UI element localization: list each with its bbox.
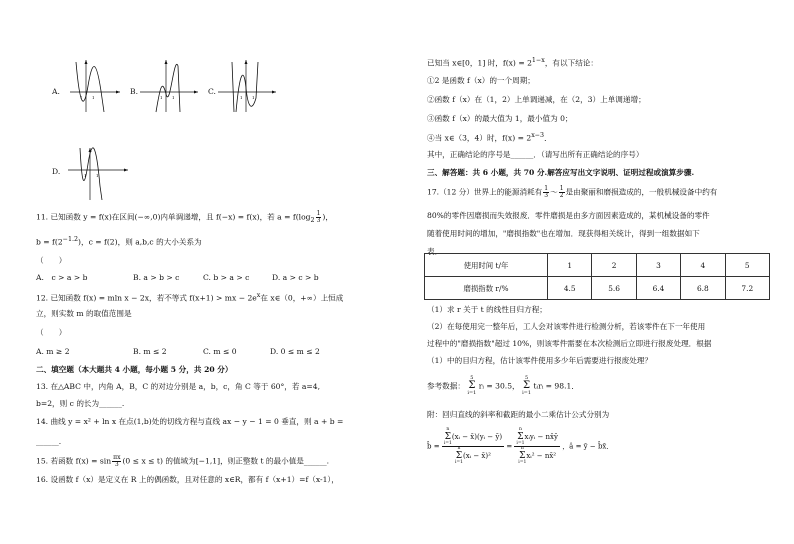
conclusion-3: ③函数 f（x）的最大值为 1，最小值为 0； (427, 114, 573, 123)
table-cell: 7.2 (725, 277, 769, 300)
q17-mid: 是由聚丽和磨损造成的，一般机械设备中约有 (565, 187, 718, 197)
graph-option-c (208, 58, 278, 114)
sigma-2: Σ (523, 380, 531, 391)
graph-b-plot (130, 58, 200, 114)
section-2-heading: 二、填空题（本大题共 4 小题，每小题 5 分，共 20 分） (36, 365, 233, 374)
conclusion-4 (427, 132, 552, 143)
sigma-d1: Σ (455, 450, 463, 461)
q14-line2: ______. (36, 437, 62, 446)
svg-text:1: 1 (96, 173, 99, 178)
q11-b: b = f(2 (36, 237, 63, 247)
r-intro-text: 已知当 x∈[0，1] 时，f(x) = 2 (427, 58, 532, 68)
sigma-d1-top: n (457, 446, 461, 451)
q13-line2: b=2，则 c 的长为______. (36, 399, 125, 408)
q15-line (36, 455, 329, 468)
table-cell: 5 (725, 254, 769, 277)
q15-frac-num: πx (113, 454, 121, 461)
q15-pre: 15. 若函数 f(x) = sin (36, 456, 112, 466)
graph-c-plot (208, 58, 278, 114)
q15-post: (0 ≤ x ≤ t) 的值域为[−1,1]，则正整数 t 的最小值是______. (122, 456, 330, 466)
formula-den2-text: xᵢ² − nx̄² (526, 452, 557, 460)
formula-a-hat: ，â = ȳ − b̂x̄． (562, 442, 614, 451)
graph-label-c: C. (208, 87, 216, 96)
formula-sigma-n1 (444, 428, 452, 446)
formula-sigma-d1 (455, 447, 463, 465)
ref-label: 参考数据： (427, 381, 465, 391)
table-cell: 4.5 (548, 277, 592, 300)
graph-d-plot (52, 146, 132, 202)
q11-option-b: B. a > b > c (133, 273, 180, 282)
q17-f1-num: 1 (544, 185, 549, 192)
q17-fraction-2 (559, 186, 565, 199)
q11-log-base: 2 (310, 217, 315, 225)
q12-line1 (36, 292, 343, 303)
graph-option-d (52, 146, 132, 202)
ref-sum-r: rᵢ = 30.5， (478, 381, 520, 391)
q15-fraction (112, 455, 121, 468)
q17-f2-den: 2 (559, 192, 564, 199)
q15-frac-den: 3 (114, 461, 119, 468)
formula-num-1 (442, 428, 504, 447)
q11-paren: （ ） (36, 256, 67, 265)
svg-text:1: 1 (80, 95, 83, 100)
sigma-d2: Σ (519, 450, 526, 461)
q17-line1 (427, 186, 717, 199)
q12-paren: （ ） (36, 328, 67, 337)
q17-line2: 80%的零件因磨损而失效报废．零件磨损是由多方面因素造成的，某机械设备的零件 (427, 211, 710, 220)
q12-line2: 立，则实数 m 的取值范围是 (36, 309, 132, 318)
q11-line1 (36, 211, 333, 225)
sigma-n1: Σ (444, 431, 452, 442)
formula-num1-text: (xᵢ − x̄)(yᵢ − ȳ) (451, 433, 503, 441)
q17-f1-den: 3 (544, 192, 549, 199)
q17-part-2a: （2）在每使用完一整年后，工人会对该零件进行检测分析，若该零件在下一年使用 (427, 322, 706, 331)
svg-text:1: 1 (84, 173, 87, 178)
formula-den1-text: (xᵢ − x̄)² (463, 452, 491, 460)
sigma-n1-bottom: i=1 (443, 440, 452, 446)
table-cell: 6.8 (681, 277, 725, 300)
q12-option-d: D. 0 ≤ m ≤ 2 (270, 347, 320, 356)
q11-fraction (316, 211, 322, 224)
q12-text: 12. 已知函数 f(x) = mln x − 2x，若不等式 f(x+1) > mx − 2e (36, 293, 257, 303)
q17-pre: 17.（12 分）世界上的能源消耗有 (427, 187, 543, 197)
graph-label-a: A. (52, 87, 60, 96)
formula-num2-text: xᵢyᵢ − nx̄ȳ (524, 433, 558, 441)
table-header-wear: 磨损指数 r/% (425, 277, 548, 300)
q11-text: 11. 已知函数 y = f(x)在区间(−∞,0)内单调递增，且 f(−x) = f(x)，若 a = f(log (36, 212, 311, 222)
graph-option-a (52, 58, 122, 114)
q11-frac-den: 3 (316, 217, 321, 224)
svg-text:1: 1 (160, 95, 163, 100)
table-cell: 6.4 (636, 277, 680, 300)
table-cell: 1 (548, 254, 592, 277)
table-row-time (425, 254, 770, 277)
svg-text:1: 1 (240, 95, 243, 100)
section-3-heading: 三、解答题：共 6 小题，共 70 分.解答应写出文字说明、证明过程或演算步骤. (427, 168, 695, 177)
graph-option-b (130, 58, 200, 114)
svg-text:1: 1 (172, 95, 175, 100)
q11-option-c: C. b > a > c (203, 273, 250, 282)
sigma-d2-top: n (520, 446, 524, 451)
formula-b-hat: b̂ = (427, 442, 440, 451)
graph-label-d: D. (52, 167, 61, 176)
table-cell: 3 (636, 254, 680, 277)
sum-symbol-1 (467, 376, 476, 396)
q13-line1: 13. 在△ABC 中，内角 A，B，C 的对边分别是 a，b，c，角 C 等于 60°，若 a=4, (36, 382, 321, 391)
q12-option-b: B. m ≤ 2 (133, 347, 167, 356)
conclusion-2: ②函数 f（x）在（1，2）上单调递减，在（2，3）上单调递增； (427, 95, 646, 104)
q11-text-end: )， (322, 212, 333, 222)
appendix-line: 附：回归直线的斜率和截距的最小二乘估计公式分别为 (427, 410, 610, 419)
r-intro (427, 57, 598, 68)
reference-data (427, 376, 579, 396)
q17-f2-num: 1 (559, 185, 564, 192)
q17-part-2c: （1）中的目归方程，估计该零件使用多少年后需要进行报废处理？ (427, 356, 653, 365)
q11-rest: )，c = f(2)，则 a,b,c 的大小关系为 (78, 237, 202, 247)
q17-part-1: （1）求 r 关于 t 的线性目归方程； (427, 305, 547, 314)
formula-den-2 (514, 447, 560, 465)
sum-top-2: 5 (524, 375, 529, 381)
conclusion-1: ①2 是函数 f（x）的一个周期； (427, 76, 535, 85)
q11-option-a: A. c > a > b (36, 273, 88, 282)
q17-part-2b: 过程中的"磨损指数"超过 10%，则该零件需要在本次检测后立即进行报废处理．根据 (427, 339, 712, 348)
q17-line3: 随着使用时间的增加，"磨损指数"也在增加．现获得相关统计，得到一组数据如下 (427, 229, 700, 238)
formula-eq: = (506, 442, 513, 451)
formula-sigma-n2 (516, 428, 524, 446)
sigma-d2-bottom: i=1 (518, 459, 527, 465)
ref-sum-tr: tᵢrᵢ = 98.1． (533, 381, 579, 391)
table-cell: 5.6 (592, 277, 636, 300)
sigma-n2-bottom: i=1 (516, 440, 525, 446)
r-intro-exp: 1−x (531, 57, 545, 64)
formula-frac-1 (442, 428, 504, 465)
sum-symbol-2 (522, 376, 531, 396)
conclusion-4-exp: x−3 (531, 132, 545, 139)
least-squares-formula (427, 428, 613, 465)
q11-option-d: D. a > c > b (272, 273, 319, 282)
formula-num-2 (514, 428, 560, 447)
graph-a-plot (52, 58, 122, 114)
wear-data-table (424, 253, 770, 300)
sum-bottom-2: i=1 (522, 390, 532, 396)
sum-bottom-1: i=1 (467, 390, 477, 396)
table-header-time: 使用时间 t/年 (425, 254, 548, 277)
sigma-n1-top: n (446, 427, 450, 432)
q16-line1: 16. 设函数 f（x）是定义在 R 上的偶函数，且对任意的 x∈R，都有 f（x+1）=f（x-1）， (36, 475, 339, 484)
sigma-n2-top: n (519, 427, 522, 432)
q12-exp: x (256, 292, 261, 299)
sigma-d1-bottom: i=1 (454, 459, 464, 465)
sigma-1: Σ (468, 380, 476, 391)
q11-frac-num: 1 (316, 210, 321, 217)
q11-line2 (36, 236, 202, 247)
table-cell: 4 (681, 254, 725, 277)
q11-exp: −1.2 (62, 236, 79, 243)
graph-label-b: B. (130, 87, 138, 96)
sigma-n2: Σ (517, 431, 524, 442)
q17-fraction-1 (543, 186, 549, 199)
formula-frac-2 (514, 428, 560, 465)
svg-text:1: 1 (92, 95, 95, 100)
q12-option-a: A. m ≥ 2 (36, 347, 70, 356)
q12-text-end: 在 x∈（0，+∞）上恒成 (260, 293, 344, 303)
conclusion-4-text: ④当 x∈（3，4）时，f(x) = 2 (427, 133, 532, 143)
r-intro-end: ，有以下结论： (544, 58, 598, 68)
svg-text:1: 1 (252, 95, 255, 100)
q17-line4: 表． (427, 247, 443, 256)
answer-line: 其中，正确结论的序号是______．（请写出所有正确结论的序号） (427, 150, 644, 159)
sum-top-1: 5 (470, 375, 474, 381)
table-row-wear (425, 277, 770, 300)
q17-sep: ～ (550, 187, 558, 197)
formula-den-1 (442, 447, 504, 465)
conclusion-4-end: ． (544, 133, 552, 143)
q14-line1: 14. 曲线 y = x² + ln x 在点(1,b)处的切线方程与直线 ax − y − 1 = 0 垂直，则 a + b = (36, 417, 344, 426)
table-cell: 2 (592, 254, 636, 277)
q12-option-c: C. m ≤ 0 (203, 347, 237, 356)
